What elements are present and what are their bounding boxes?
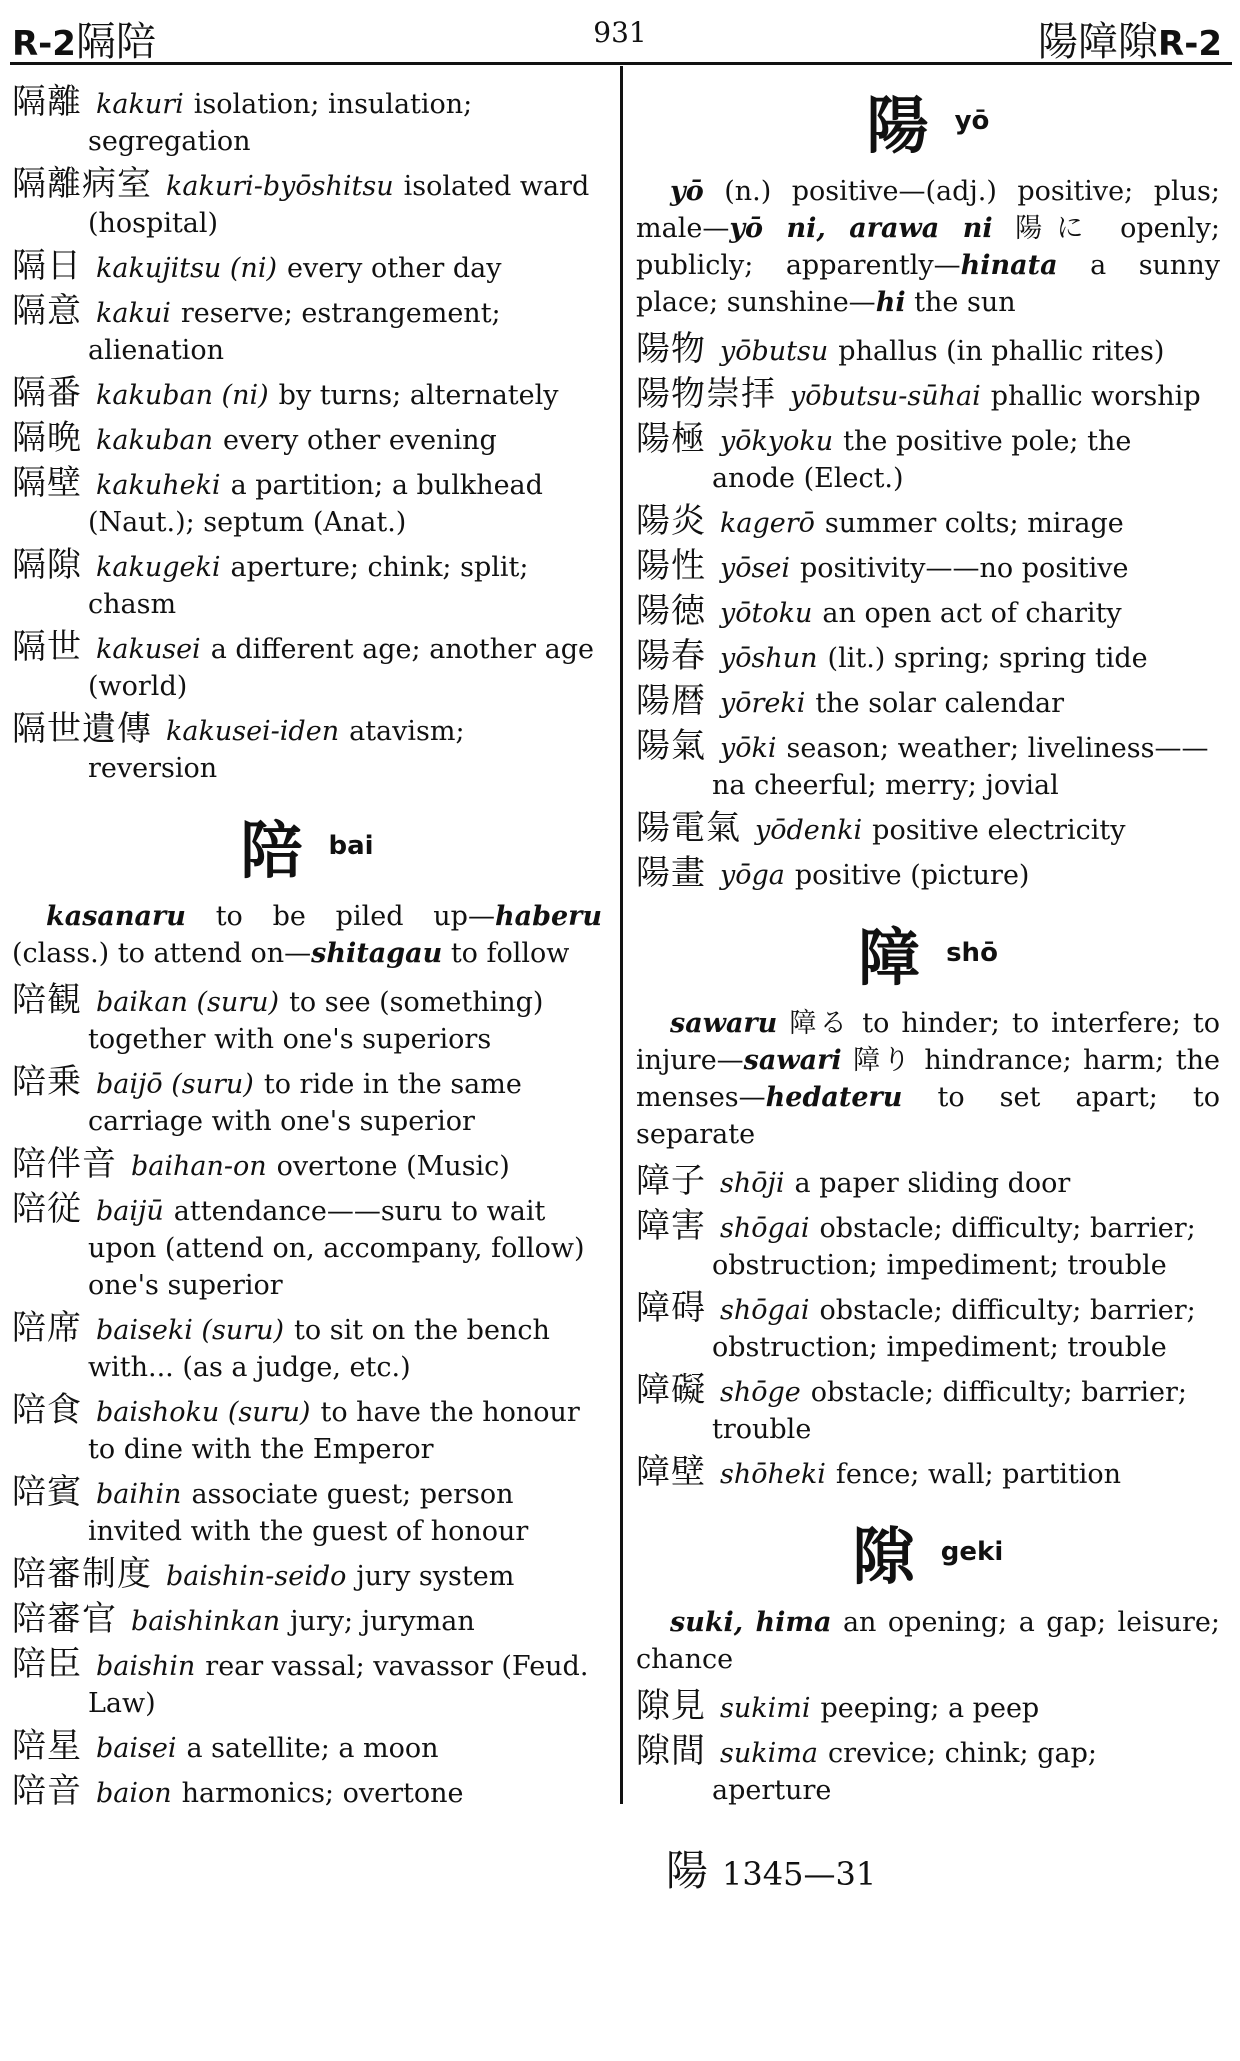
section-romaji: yō [954,105,990,136]
entry-kanji: 隔世遺傳 [12,709,152,749]
def-word: sawari [743,1045,842,1076]
entry-reading: sukima [720,1738,818,1769]
dictionary-entry [12,1601,602,1640]
entry-gloss: every other evening [222,425,497,456]
entry-reading: baijū [96,1196,164,1227]
def-text: an opening; a gap; leisure; chance [636,1607,1220,1675]
dictionary-entry [12,1773,602,1812]
entry-reading: baikan (suru) [96,987,280,1018]
entry-reading: baiseki (suru) [96,1315,285,1346]
dictionary-entry [636,810,1220,849]
entry-kanji: 障壁 [636,1452,706,1492]
entry-list-geki [636,1688,1220,1809]
def-text: to be piled up— [215,901,495,932]
footer-code: 1345—31 [722,1855,877,1893]
section-kanji: 障 [858,921,921,994]
entry-reading: yōdenki [755,815,863,846]
dictionary-entry [12,1310,602,1386]
header-left-code: R-2 [12,24,76,64]
header-rule [10,62,1232,65]
entry-kanji: 障碍 [636,1288,706,1328]
entry-gloss: reserve; estrangement; alienation [88,298,501,366]
entry-kanji: 陪審官 [12,1599,117,1639]
entry-gloss: a partition; a bulkhead (Naut.); septum (Anat.) [88,470,543,538]
entry-gloss: a different age; another age (world) [88,634,595,702]
entry-gloss: an open act of charity [822,598,1122,629]
entry-gloss: associate guest; person invited with the guest of honour [88,1479,529,1547]
def-word: hinata [960,250,1058,281]
dictionary-entry [12,293,602,369]
def-text: a sunny place; sunshine— [636,250,1220,318]
header-right-kanji: 陽障隙 [1038,19,1159,65]
footer-kanji: 陽 [666,1846,709,1895]
entry-reading: baisei [96,1733,177,1764]
dictionary-entry [12,1064,602,1140]
def-text: 障り hindrance; harm; the menses— [636,1045,1220,1113]
dictionary-entry [636,1290,1220,1366]
entry-list-kaku [12,84,602,787]
entry-reading: kakuri-byōshitsu [166,171,394,202]
dictionary-entry [12,547,602,623]
entry-reading: baihan-on [131,1151,267,1182]
entry-gloss: rear vassal; vavassor (Feud. Law) [88,1651,589,1719]
entry-kanji: 陪音 [12,1771,82,1811]
entry-kanji: 陪乗 [12,1062,82,1102]
section-definition-bai [12,898,602,972]
entry-gloss: jury; juryman [290,1606,475,1637]
entry-gloss: fence; wall; partition [835,1459,1122,1490]
def-word: sawaru [670,1008,778,1039]
entry-reading: shōheki [720,1459,826,1490]
entry-reading: yōkyoku [720,426,834,457]
entry-gloss: to see (something) together with one's superiors [88,987,544,1055]
section-kanji: 陪 [240,814,303,887]
section-heading-yo [636,76,1220,165]
def-word: kasanaru [46,901,186,932]
def-word: yō [670,176,704,207]
entry-reading: yōga [720,860,785,891]
entry-reading: kakusei-iden [166,716,340,747]
entry-kanji: 障害 [636,1206,706,1246]
page-number: 931 [593,16,647,49]
entry-gloss: jury system [356,1561,515,1592]
entry-gloss: by turns; alternately [278,380,559,411]
entry-gloss: (lit.) spring; spring tide [827,643,1148,674]
entry-gloss: season; weather; liveliness——na cheerful; merry; jovial [712,733,1209,801]
dictionary-entry [636,1208,1220,1284]
entry-gloss: attendance——suru to wait upon (attend on, accompany, follow) one's superior [88,1196,585,1301]
entry-gloss: positive electricity [872,815,1126,846]
entry-reading: baishoku (suru) [96,1397,311,1428]
entry-gloss: atavism; reversion [88,716,465,784]
entry-gloss: phallic worship [990,381,1201,412]
entry-kanji: 陪伴音 [12,1144,117,1184]
entry-reading: yōshun [720,643,818,674]
entry-gloss: to sit on the bench with... (as a judge, etc.) [88,1315,550,1383]
entry-kanji: 隔離 [12,82,82,122]
entry-kanji: 隙間 [636,1731,706,1771]
def-text: 障る to hinder; to interfere; to injure— [636,1008,1220,1076]
entry-reading: kakugeki [96,552,221,583]
entry-kanji: 障子 [636,1161,706,1201]
def-text: (class.) to attend on— [12,938,312,969]
section-definition-yo [636,173,1220,321]
entry-list-sho [636,1163,1220,1493]
entry-list-yo [636,331,1220,894]
dictionary-entry [12,420,602,459]
entry-kanji: 陽炎 [636,501,706,541]
entry-kanji: 隔離病室 [12,164,152,204]
dictionary-entry [12,375,602,414]
page-header [0,0,1240,64]
def-text: the sun [914,287,1016,318]
entry-reading: kakuri [96,89,184,120]
entry-reading: kakusei [96,634,201,665]
dictionary-entry [12,1392,602,1468]
entry-kanji: 陪従 [12,1189,82,1229]
entry-reading: kakui [96,298,171,329]
entry-kanji: 陽極 [636,419,706,459]
section-definition-sho [636,1005,1220,1153]
dictionary-entry [636,421,1220,497]
entry-kanji: 陪賓 [12,1472,82,1512]
entry-kanji: 障礙 [636,1370,706,1410]
def-word: hi [875,287,906,318]
entry-gloss: isolated ward (hospital) [88,171,590,239]
entry-gloss: summer colts; mirage [824,508,1124,539]
dictionary-entry [636,503,1220,542]
entry-kanji: 陽春 [636,636,706,676]
entry-kanji: 隔晩 [12,418,82,458]
entry-kanji: 陪席 [12,1308,82,1348]
entry-gloss: overtone (Music) [276,1151,510,1182]
entry-reading: kakuheki [96,470,221,501]
entry-kanji: 陽徳 [636,591,706,631]
entry-reading: shōji [720,1168,785,1199]
entry-kanji: 隔意 [12,291,82,331]
def-word: yō ni, arawa ni [729,213,993,244]
entry-reading: kakuban [96,425,213,456]
entry-kanji: 陽畫 [636,853,706,893]
entry-reading: shōge [720,1377,801,1408]
section-heading-bai [12,801,602,890]
dictionary-entry [12,1556,602,1595]
entry-kanji: 隔世 [12,627,82,667]
entry-kanji: 隔番 [12,373,82,413]
header-right [1038,10,1222,67]
dictionary-entry [12,1474,602,1550]
entry-gloss: isolation; insulation; segregation [88,89,473,157]
dictionary-entry [12,711,602,787]
right-column [636,76,1220,1815]
entry-kanji: 隙見 [636,1686,706,1726]
entry-reading: baion [96,1778,172,1809]
entry-gloss: the solar calendar [815,688,1065,719]
entry-gloss: to have the honour to dine with the Emperor [88,1397,580,1465]
entry-gloss: a satellite; a moon [186,1733,439,1764]
dictionary-entry [12,629,602,705]
def-word: haberu [494,901,602,932]
entry-gloss: aperture; chink; split; chasm [88,552,529,620]
entry-gloss: positive (picture) [794,860,1030,891]
entry-reading: yōbutsu [720,336,829,367]
entry-gloss: a paper sliding door [794,1168,1071,1199]
entry-kanji: 陪審制度 [12,1554,152,1594]
left-column [12,84,602,1818]
entry-reading: kakuban (ni) [96,380,269,411]
dictionary-entry [12,1191,602,1304]
dictionary-entry [12,1728,602,1767]
entry-reading: kakujitsu (ni) [96,253,277,284]
def-text: 陽に openly; publicly; apparently— [636,213,1220,281]
def-word: suki, hima [670,1607,832,1638]
entry-kanji: 隔日 [12,246,82,286]
entry-gloss: obstacle; difficulty; barrier; trouble [712,1377,1187,1445]
dictionary-entry [636,1163,1220,1202]
dictionary-entry [636,1372,1220,1448]
entry-reading: baijō (suru) [96,1069,254,1100]
entry-reading: kagerō [720,508,815,539]
def-text: to set apart; to separate [636,1082,1220,1150]
entry-reading: baihin [96,1479,182,1510]
entry-kanji: 陽物 [636,329,706,369]
dictionary-entry [12,1146,602,1185]
entry-reading: baishin [96,1651,196,1682]
entry-kanji: 陽氣 [636,726,706,766]
entry-kanji: 陽性 [636,546,706,586]
entry-gloss: obstacle; difficulty; barrier; obstruction; impediment; trouble [712,1295,1196,1363]
dictionary-entry [12,248,602,287]
section-heading-geki [636,1507,1220,1596]
entry-reading: baishin-seido [166,1561,347,1592]
def-text: to follow [450,938,570,969]
entry-kanji: 陽電氣 [636,808,741,848]
dictionary-entry [636,683,1220,722]
entry-gloss: every other day [286,253,502,284]
dictionary-entry [12,166,602,242]
entry-gloss: phallus (in phallic rites) [838,336,1165,367]
dictionary-entry [636,638,1220,677]
entry-kanji: 陪食 [12,1390,82,1430]
dictionary-entry [636,728,1220,804]
dictionary-entry [12,84,602,160]
entry-kanji: 隔隙 [12,545,82,585]
dictionary-entry [636,593,1220,632]
entry-reading: yōsei [720,553,790,584]
footer-reference [666,1838,876,1898]
column-divider [620,66,623,1804]
entry-gloss: crevice; chink; gap; aperture [712,1738,1097,1806]
entry-kanji: 陪観 [12,980,82,1020]
def-word: shitagau [311,938,443,969]
entry-reading: baishinkan [131,1606,281,1637]
entry-reading: shōgai [720,1213,810,1244]
dictionary-entry [12,465,602,541]
section-romaji: bai [328,830,374,861]
entry-reading: yōbutsu-sūhai [790,381,981,412]
dictionary-entry [636,548,1220,587]
dictionary-entry [12,1646,602,1722]
dictionary-entry [636,1733,1220,1809]
entry-kanji: 陪臣 [12,1644,82,1684]
dictionary-entry [636,855,1220,894]
dictionary-entry [636,376,1220,415]
section-romaji: shō [946,937,998,968]
entry-gloss: harmonics; overtone [181,1778,464,1809]
section-romaji: geki [940,1536,1004,1567]
section-kanji: 陽 [866,89,929,162]
entry-gloss: peeping; a peep [820,1693,1040,1724]
entry-list-bai [12,982,602,1812]
entry-gloss: to ride in the same carriage with one's superior [88,1069,522,1137]
section-definition-geki [636,1604,1220,1678]
dictionary-entry [636,331,1220,370]
entry-kanji: 隔壁 [12,463,82,503]
entry-reading: yōtoku [720,598,813,629]
entry-gloss: positivity——no positive [799,553,1129,584]
header-right-code: R-2 [1158,24,1222,64]
section-heading-sho [636,908,1220,997]
entry-reading: yōki [720,733,777,764]
entry-gloss: the positive pole; the anode (Elect.) [712,426,1132,494]
entry-gloss: obstacle; difficulty; barrier; obstruction; impediment; trouble [712,1213,1196,1281]
section-kanji: 隙 [852,1520,915,1593]
entry-reading: sukimi [720,1693,811,1724]
entry-reading: shōgai [720,1295,810,1326]
def-text: (n.) positive—(adj.) positive; plus; male— [636,176,1220,244]
def-word: hedateru [765,1082,903,1113]
entry-kanji: 陽物崇拝 [636,374,776,414]
dictionary-entry [636,1688,1220,1727]
entry-kanji: 陪星 [12,1726,82,1766]
header-left-kanji: 隔陪 [75,19,156,65]
dictionary-entry [636,1454,1220,1493]
entry-reading: yōreki [720,688,806,719]
entry-kanji: 陽暦 [636,681,706,721]
dictionary-entry [12,982,602,1058]
